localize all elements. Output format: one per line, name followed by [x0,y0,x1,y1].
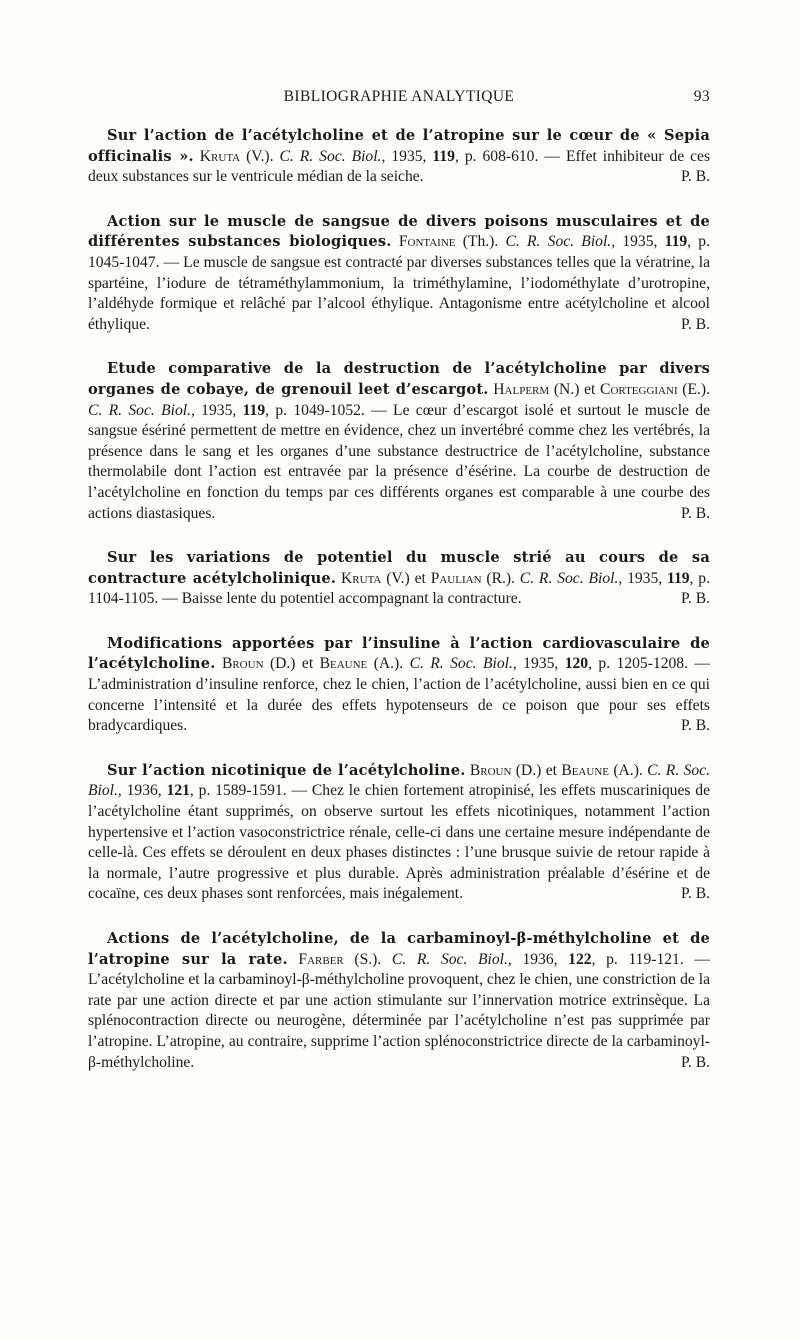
running-header [88,88,710,112]
entry-abstract: Chez le chien fortement atropinisé, les effets muscariniques de l’acétylcholine étant supprimés, on observe surtout les effets nicotiniques, notamment l’action hypertensive et l’action vasoconstrictrice rénale, celle-ci dans une certaine mesure indépendante de celle-là. Ces effets se déroulent en deux phases distinctes : l’une brusque suivie de retour rapide à la normale, l’autre progressive et plus durable. Après administration préalable d’ésérine et de cocaïne, ces deux phases sont renforcées, mais inégalement. [88,782,710,903]
entry-abstract: L’administration d’insuline renforce, chez le chien, l’action de l’acétylcholine, aussi bien en ce qui concerne l’intensité et la durée des effets hypotenseurs de ce poison que pour ses effets bradycardiques. [88,676,710,735]
entry-year: , 1935, [381,147,433,165]
page-number: 93 [693,88,710,105]
entry-title: Etude comparative de la destruction de l’acétylcholine par divers organes de cobaye, de grenouil leet d’escargot. [88,360,710,398]
entry-author-initials: (D.) et [511,761,562,779]
entry-year: , 1935, [618,569,668,587]
entry-journal: C. R. Soc. Biol. [409,655,513,673]
entry-author: Corteggiani [600,380,678,398]
entry-author: Kruta [199,147,241,165]
entry-journal: C. R. Soc. Biol. [279,147,382,165]
entry-journal: C. R. Soc. Biol. [505,233,612,251]
bibliography-entry [88,359,710,524]
entry-author-initials: (Th.). [455,233,506,251]
entry-pages: , p. 608-610. — [454,147,566,165]
bibliography-entry [88,548,710,610]
entry-journal: C. R. Soc. Biol. [88,761,710,800]
entry-author: Paulian [430,569,482,587]
entry-volume: 121 [166,782,190,800]
entry-volume: 120 [564,655,589,673]
entry-title: Action sur le muscle de sangsue de divers poisons musculaires et de différentes substances biologiques. [88,212,710,251]
entry-title: Sur les variations de potentiel du muscle strié au cours de sa contracture acétylcholinique. [88,549,710,587]
entry-author-initials: (A.). [367,655,410,673]
bibliography-entry [88,634,710,737]
entry-title: Actions de l’acétylcholine, de la carbaminoyl-β-méthylcholine et de l’atropine sur la rate. [88,930,710,968]
entry-author-initials: (N.) et [549,380,601,398]
entry-title: Modifications apportées par l’insuline à l’action cardiovasculaire de l’acétylcholine. [88,634,710,673]
entry-volume: 119 [664,233,688,251]
entry-year: , 1935, [512,655,565,673]
entry-year: , 1935, [190,401,243,419]
bibliography-entry [88,761,710,905]
entry-signature: P. B. [680,590,710,608]
entry-pages: , p. 1045-1047. — [88,233,710,271]
entry-abstract: Baisse lente du potentiel accompagnant la contracture. [181,590,522,608]
bibliography-entry [88,126,710,188]
entry-author-initials: (V.) et [381,569,431,587]
entry-signature: P. B. [680,504,710,522]
entry-signature: P. B. [680,885,710,903]
bibliography-entry [88,929,710,1073]
entry-volume: 119 [432,147,455,165]
entry-author-initials: (D.) et [263,655,320,673]
entry-volume: 119 [667,569,690,587]
entry-author: Broun [221,655,264,673]
entry-signature: P. B. [680,1053,710,1071]
entry-author: Fontaine [398,233,456,251]
entry-author: Beaune [561,761,609,779]
entry-pages: , p. 1205-1208. — [588,655,710,673]
entry-year: , 1936, [507,950,569,968]
entry-author-initials: (R.). [481,569,520,587]
entry-pages: , p. 1589-1591. — [189,782,312,800]
entry-author: Beaune [319,655,368,673]
entry-signature: P. B. [680,717,710,735]
entry-author-initials: (S.). [343,950,392,968]
entry-volume: 122 [568,950,592,968]
entry-author: Farber [298,950,344,968]
entry-journal: C. R. Soc. Biol. [88,401,191,419]
entry-abstract: L’acétylcholine et la carbaminoyl-β-méthylcholine provoquent, chez le chien, une constriction de la rate par une action directe et par une action stimulante sur l’innervation motrice extrinsèque. La splénocontraction directe ou neurogène, déterminée par l’acétylcholine n’est pas supprimée par l’atropine. L’atropine, au contraire, supprime l’action splénoconstrictrice directe de la carbaminoyl-β-méthylcholine. [88,971,710,1071]
entry-year: , 1935, [611,233,665,251]
entry-author: Broun [469,761,512,779]
header-title: BIBLIOGRAPHIE ANALYTIQUE [283,88,515,105]
entry-author-initials: (E.). [677,380,711,398]
entry-journal: C. R. Soc. Biol. [519,569,619,587]
entry-author-initials: (V.). [240,147,280,165]
entry-author: Halperm [493,380,550,398]
entry-pages: , p. 1049-1052. — [265,401,394,419]
bibliography-entry [88,212,710,336]
entry-title: Sur l’action nicotinique de l’acétylcholine. [107,761,466,779]
entry-journal: C. R. Soc. Biol. [391,950,508,968]
entry-signature: P. B. [680,315,710,333]
entry-author: Kruta [341,569,382,587]
entry-year: , 1936, [117,782,167,800]
bibliography-body [88,126,710,1097]
entry-title: Sur l’action de l’acétylcholine et de l’atropine sur le cœur de « Sepia officinalis ». [88,127,710,165]
entry-pages: , p. 119-121. — [591,950,710,968]
entry-abstract: Le muscle de sangsue est contracté par diverses substances telles que la vératrine, la spartéine, l’iodure de tétraméthylammonium, la triméthylamine, l’iodométhylate d’urotropine, l’aldéhyde formique et relâché par l’alcool éthylique. Antagonisme entre acétylcholine et alcool éthylique. [88,253,710,333]
entry-author-initials: (A.). [608,761,648,779]
entry-abstract: Effet inhibiteur de ces deux substances sur le ventricule médian de la seiche. [88,147,711,186]
entry-volume: 119 [242,401,266,419]
entry-signature: P. B. [680,168,710,186]
entry-abstract: Le cœur d’escargot isolé et surtout le muscle de sangsue ésériné permettent de mettre en évidence, chez un invertébré comme chez les vertébrés, la présence dans le sang et les organes d’une substance destructrice de l’acétylcholine, substance thermolabile dont l’action est entravée par la présence d’ésérine. La courbe de destruction de l’acétylcholine en fonction du temps par ces différents organes est comparable à une courbe des actions diastasiques. [88,401,711,522]
entry-pages: , p. 1104-1105. — [88,569,710,608]
